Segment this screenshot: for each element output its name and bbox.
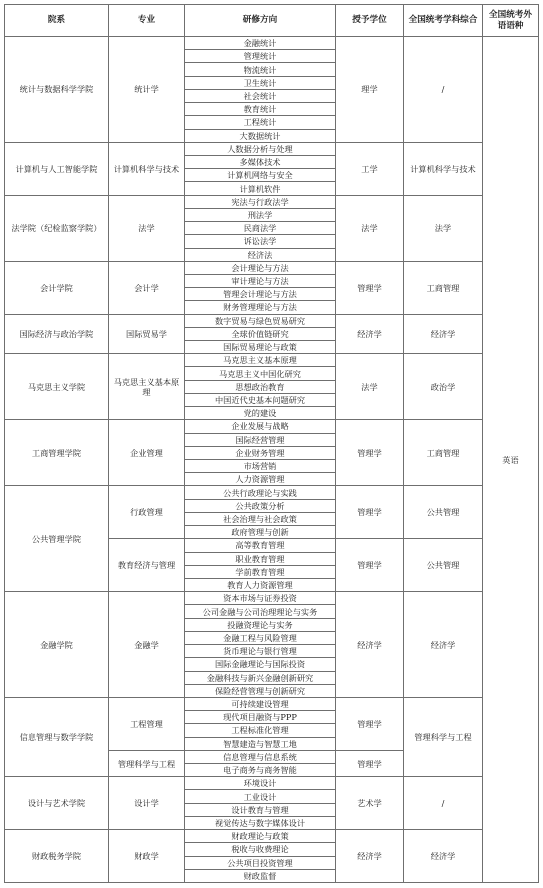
direction-cell: 投融资理论与实务 (185, 618, 336, 631)
header-row (5, 5, 539, 37)
table-row (5, 37, 539, 50)
direction-cell: 国际贸易理论与政策 (185, 341, 336, 354)
college-cell: 国际经济与政治学院 (5, 314, 109, 354)
direction-cell: 企业发展与战略 (185, 420, 336, 433)
table-row (5, 195, 539, 208)
major-cell: 金融学 (109, 592, 185, 698)
header-degree: 授予学位 (336, 5, 404, 37)
direction-cell: 人力资源管理 (185, 473, 336, 486)
major-cell: 财政学 (109, 830, 185, 883)
direction-cell: 环境设计 (185, 777, 336, 790)
degree-cell: 法学 (336, 195, 404, 261)
college-cell: 金融学院 (5, 592, 109, 698)
college-cell: 财政税务学院 (5, 830, 109, 883)
exam-subject-cell: 公共管理 (404, 539, 483, 592)
degree-cell: 管理学 (336, 539, 404, 592)
degree-cell: 管理学 (336, 486, 404, 539)
direction-cell: 会计理论与方法 (185, 261, 336, 274)
college-cell: 公共管理学院 (5, 486, 109, 592)
college-cell: 信息管理与数学学院 (5, 697, 109, 776)
major-cell: 国际贸易学 (109, 314, 185, 354)
direction-cell: 企业财务管理 (185, 446, 336, 459)
major-cell: 工程管理 (109, 697, 185, 750)
college-cell: 马克思主义学院 (5, 354, 109, 420)
degree-cell: 经济学 (336, 314, 404, 354)
major-cell: 行政管理 (109, 486, 185, 539)
direction-cell: 公共政策分析 (185, 499, 336, 512)
direction-cell: 视觉传达与数字媒体设计 (185, 816, 336, 829)
direction-cell: 数字贸易与绿色贸易研究 (185, 314, 336, 327)
major-cell: 教育经济与管理 (109, 539, 185, 592)
direction-cell: 金融科技与新兴金融创新研究 (185, 671, 336, 684)
major-cell: 企业管理 (109, 420, 185, 486)
degree-cell: 理学 (336, 37, 404, 143)
direction-cell: 民商法学 (185, 222, 336, 235)
direction-cell: 学前教育管理 (185, 565, 336, 578)
degree-cell: 经济学 (336, 830, 404, 883)
direction-cell: 物流统计 (185, 63, 336, 76)
degree-cell: 经济学 (336, 592, 404, 698)
direction-cell: 保险经营管理与创新研究 (185, 684, 336, 697)
college-cell: 统计与数据科学学院 (5, 37, 109, 143)
major-cell: 设计学 (109, 777, 185, 830)
header-exam-language: 全国统考外语语种 (483, 5, 539, 37)
direction-cell: 党的建设 (185, 407, 336, 420)
college-cell: 工商管理学院 (5, 420, 109, 486)
direction-cell: 公司金融与公司治理理论与实务 (185, 605, 336, 618)
direction-cell: 中国近代史基本问题研究 (185, 393, 336, 406)
direction-cell: 政府管理与创新 (185, 526, 336, 539)
direction-cell: 宪法与行政法学 (185, 195, 336, 208)
direction-cell: 公共项目投资管理 (185, 856, 336, 869)
direction-cell: 公共行政理论与实践 (185, 486, 336, 499)
direction-cell: 管理统计 (185, 50, 336, 63)
header-direction: 研修方向 (185, 5, 336, 37)
direction-cell: 财务管理理论与方法 (185, 301, 336, 314)
degree-cell: 艺术学 (336, 777, 404, 830)
direction-cell: 工程标准化管理 (185, 724, 336, 737)
exam-subject-cell: 法学 (404, 195, 483, 261)
degree-cell: 管理学 (336, 750, 404, 776)
exam-subject-cell: 经济学 (404, 314, 483, 354)
exam-subject-cell: 政治学 (404, 354, 483, 420)
table-row (5, 420, 539, 433)
language-cell: 英语 (483, 37, 539, 883)
direction-cell: 货币理论与银行管理 (185, 645, 336, 658)
direction-cell: 社会治理与社会政策 (185, 512, 336, 525)
college-cell: 法学院（纪检监察学院） (5, 195, 109, 261)
major-cell: 会计学 (109, 261, 185, 314)
degree-cell: 管理学 (336, 261, 404, 314)
exam-subject-cell: 管理科学与工程 (404, 697, 483, 776)
degree-cell: 工学 (336, 142, 404, 195)
direction-cell: 智慧建造与智慧工地 (185, 737, 336, 750)
major-cell: 管理科学与工程 (109, 750, 185, 776)
direction-cell: 大数据统计 (185, 129, 336, 142)
direction-cell: 可持续建设管理 (185, 697, 336, 710)
direction-cell: 诉讼法学 (185, 235, 336, 248)
direction-cell: 卫生统计 (185, 76, 336, 89)
table-row (5, 261, 539, 274)
table-row (5, 777, 539, 790)
direction-cell: 国际金融理论与国际投资 (185, 658, 336, 671)
direction-cell: 教育统计 (185, 103, 336, 116)
program-table (4, 4, 539, 883)
direction-cell: 思想政治教育 (185, 380, 336, 393)
direction-cell: 市场营销 (185, 460, 336, 473)
exam-subject-cell: 计算机科学与技术 (404, 142, 483, 195)
direction-cell: 社会统计 (185, 89, 336, 102)
direction-cell: 马克思主义基本原理 (185, 354, 336, 367)
direction-cell: 多媒体技术 (185, 155, 336, 168)
college-cell: 计算机与人工智能学院 (5, 142, 109, 195)
exam-subject-cell: 公共管理 (404, 486, 483, 539)
direction-cell: 财政理论与政策 (185, 830, 336, 843)
table-row (5, 314, 539, 327)
table-row (5, 354, 539, 367)
exam-subject-cell: 工商管理 (404, 420, 483, 486)
direction-cell: 电子商务与商务智能 (185, 764, 336, 777)
major-cell: 法学 (109, 195, 185, 261)
direction-cell: 信息管理与信息系统 (185, 750, 336, 763)
major-cell: 马克思主义基本原理 (109, 354, 185, 420)
table-row (5, 592, 539, 605)
direction-cell: 马克思主义中国化研究 (185, 367, 336, 380)
direction-cell: 全球价值链研究 (185, 327, 336, 340)
exam-subject-cell: / (404, 777, 483, 830)
table-row (5, 697, 539, 710)
table-row (5, 830, 539, 843)
direction-cell: 计算机软件 (185, 182, 336, 195)
direction-cell: 金融统计 (185, 37, 336, 50)
direction-cell: 国际经营管理 (185, 433, 336, 446)
college-cell: 设计与艺术学院 (5, 777, 109, 830)
direction-cell: 计算机网络与安全 (185, 169, 336, 182)
direction-cell: 财政监督 (185, 869, 336, 882)
degree-cell: 管理学 (336, 420, 404, 486)
header-exam-subject: 全国统考学科综合 (404, 5, 483, 37)
major-cell: 计算机科学与技术 (109, 142, 185, 195)
header-college: 院系 (5, 5, 109, 37)
table-row (5, 142, 539, 155)
table-row (5, 486, 539, 499)
direction-cell: 工业设计 (185, 790, 336, 803)
direction-cell: 工程统计 (185, 116, 336, 129)
exam-subject-cell: 经济学 (404, 592, 483, 698)
direction-cell: 管理会计理论与方法 (185, 288, 336, 301)
degree-cell: 管理学 (336, 697, 404, 750)
exam-subject-cell: 工商管理 (404, 261, 483, 314)
direction-cell: 资本市场与证券投资 (185, 592, 336, 605)
exam-subject-cell: 经济学 (404, 830, 483, 883)
direction-cell: 职业教育管理 (185, 552, 336, 565)
direction-cell: 审计理论与方法 (185, 274, 336, 287)
direction-cell: 刑法学 (185, 208, 336, 221)
direction-cell: 经济法 (185, 248, 336, 261)
major-cell: 统计学 (109, 37, 185, 143)
direction-cell: 设计教育与管理 (185, 803, 336, 816)
college-cell: 会计学院 (5, 261, 109, 314)
header-major: 专业 (109, 5, 185, 37)
table-body (5, 37, 539, 883)
direction-cell: 人数据分析与处理 (185, 142, 336, 155)
direction-cell: 现代项目融资与PPP (185, 711, 336, 724)
direction-cell: 税收与收费理论 (185, 843, 336, 856)
direction-cell: 高等教育管理 (185, 539, 336, 552)
exam-subject-cell: / (404, 37, 483, 143)
degree-cell: 法学 (336, 354, 404, 420)
direction-cell: 教育人力资源管理 (185, 578, 336, 591)
direction-cell: 金融工程与风险管理 (185, 631, 336, 644)
